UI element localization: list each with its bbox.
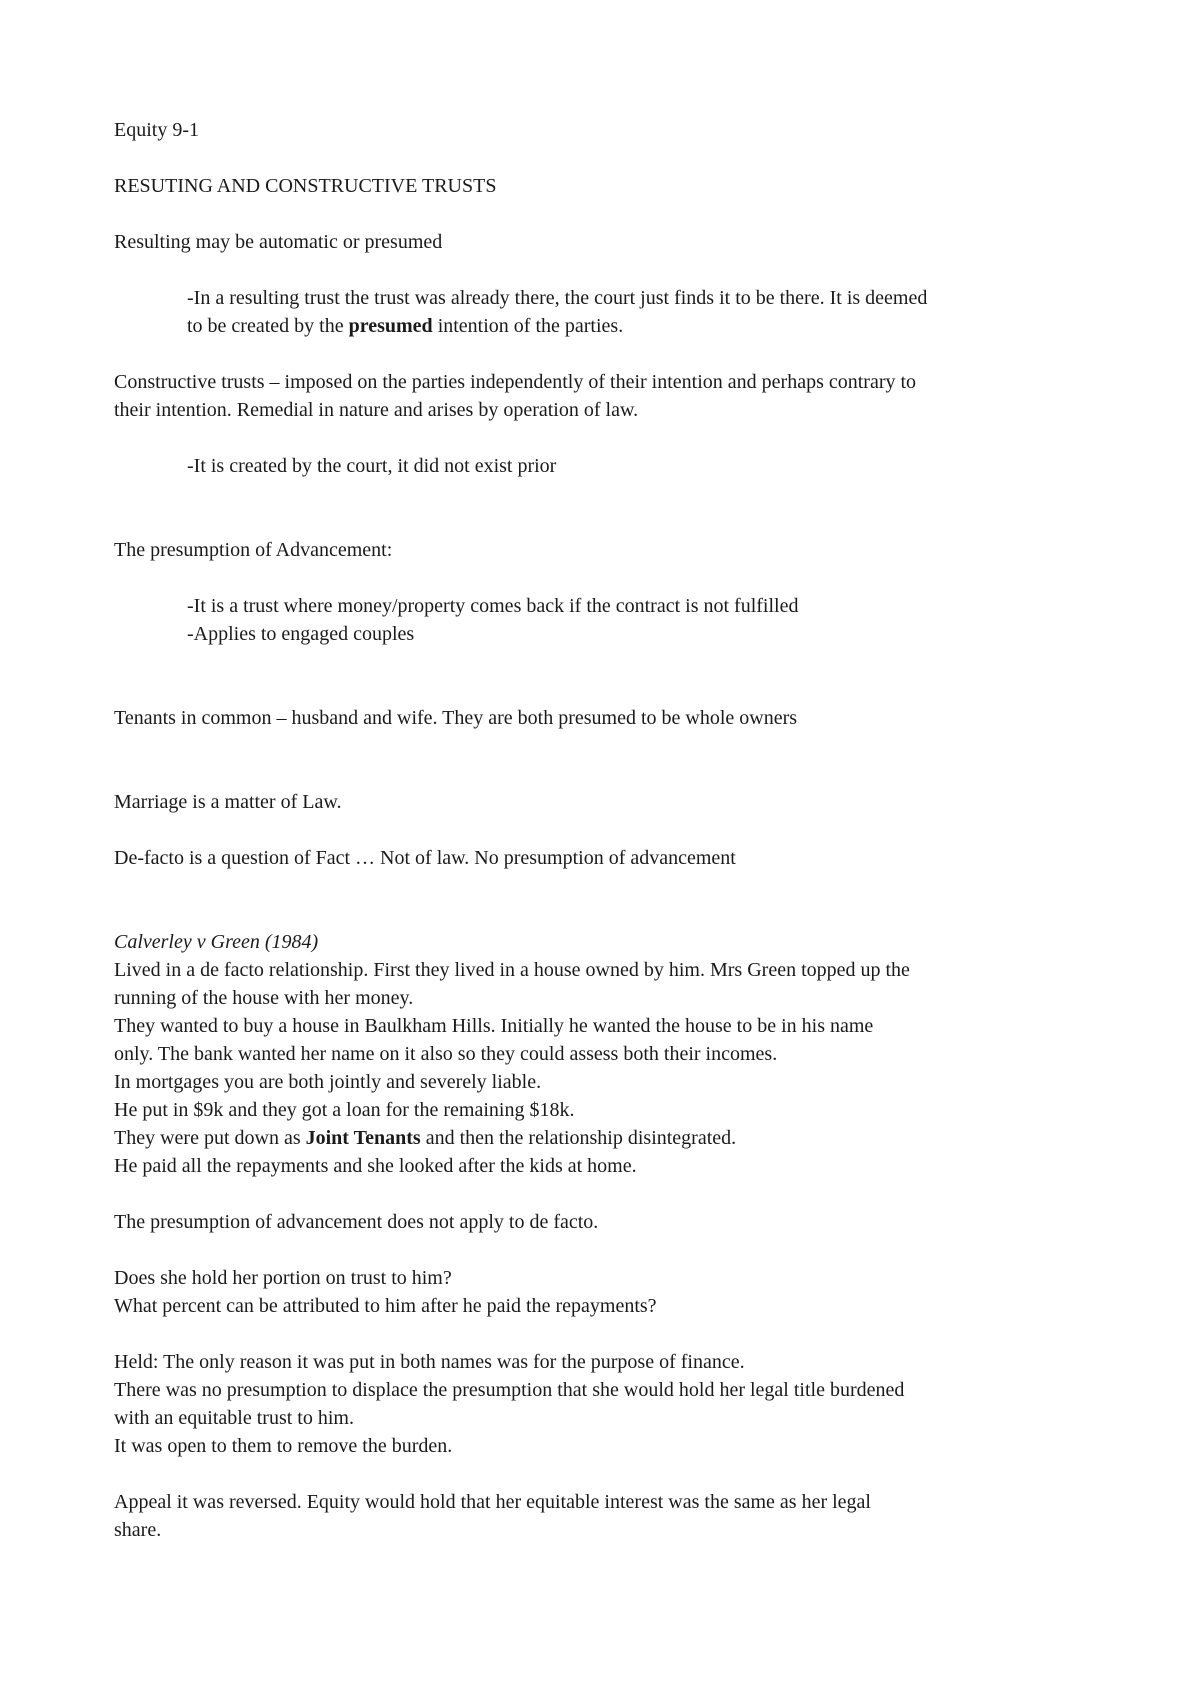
- case-facts-line4: only. The bank wanted her name on it also so they could assess both their incomes.: [114, 1043, 778, 1065]
- section-heading: RESUTING AND CONSTRUCTIVE TRUSTS: [114, 175, 497, 197]
- constructive-line1: Constructive trusts – imposed on the parties independently of their intention and perhaps contrary to: [114, 371, 917, 393]
- case-note: The presumption of advancement does not apply to de facto.: [114, 1211, 599, 1233]
- resulting-point-line2-pre: to be created by the: [187, 315, 349, 337]
- resulting-intro: Resulting may be automatic or presumed: [114, 231, 443, 253]
- advancement-point2: -Applies to engaged couples: [187, 623, 415, 645]
- case-facts-line7-pre: They were put down as: [114, 1127, 306, 1149]
- constructive-point: -It is created by the court, it did not exist prior: [187, 455, 557, 477]
- case-facts-line7-post: and then the relationship disintegrated.: [420, 1127, 737, 1149]
- case-facts-line8: He paid all the repayments and she looked after the kids at home.: [114, 1155, 637, 1177]
- case-facts-line1: Lived in a de facto relationship. First they lived in a house owned by him. Mrs Green topped up the: [114, 959, 910, 981]
- resulting-point-line2: [187, 312, 623, 340]
- joint-tenants-emphasis: Joint Tenants: [305, 1127, 421, 1149]
- document-title: Equity 9-1: [114, 119, 199, 141]
- defacto-note: De-facto is a question of Fact … Not of law. No presumption of advancement: [114, 847, 736, 869]
- case-question2: What percent can be attributed to him after he paid the repayments?: [114, 1295, 657, 1317]
- advancement-heading: The presumption of Advancement:: [114, 539, 393, 561]
- marriage-note: Marriage is a matter of Law.: [114, 791, 342, 813]
- case-facts-line6: He put in $9k and they got a loan for the remaining $18k.: [114, 1099, 575, 1121]
- resulting-point-line2-post: intention of the parties.: [432, 315, 624, 337]
- held-line3: with an equitable trust to him.: [114, 1407, 354, 1429]
- held-line4: It was open to them to remove the burden.: [114, 1435, 453, 1457]
- case-facts-line5: In mortgages you are both jointly and severely liable.: [114, 1071, 542, 1093]
- appeal-line2: share.: [114, 1519, 162, 1541]
- held-line1: Held: The only reason it was put in both names was for the purpose of finance.: [114, 1351, 745, 1373]
- held-line2: There was no presumption to displace the presumption that she would hold her legal title burdened: [114, 1379, 905, 1401]
- resulting-point-line1: -In a resulting trust the trust was already there, the court just finds it to be there. It is deemed: [187, 287, 928, 309]
- case-facts-line3: They wanted to buy a house in Baulkham Hills. Initially he wanted the house to be in his name: [114, 1015, 874, 1037]
- case-facts-line2: running of the house with her money.: [114, 987, 414, 1009]
- appeal-line1: Appeal it was reversed. Equity would hold that her equitable interest was the same as her legal: [114, 1491, 871, 1513]
- case-question1: Does she hold her portion on trust to him?: [114, 1267, 452, 1289]
- advancement-point1: -It is a trust where money/property comes back if the contract is not fulfilled: [187, 595, 799, 617]
- presumed-emphasis: presumed: [348, 315, 433, 337]
- constructive-line2: their intention. Remedial in nature and arises by operation of law.: [114, 399, 639, 421]
- case-name: Calverley v Green (1984): [114, 931, 319, 953]
- case-facts-line7: [114, 1124, 736, 1152]
- tenants-in-common: Tenants in common – husband and wife. They are both presumed to be whole owners: [114, 707, 798, 729]
